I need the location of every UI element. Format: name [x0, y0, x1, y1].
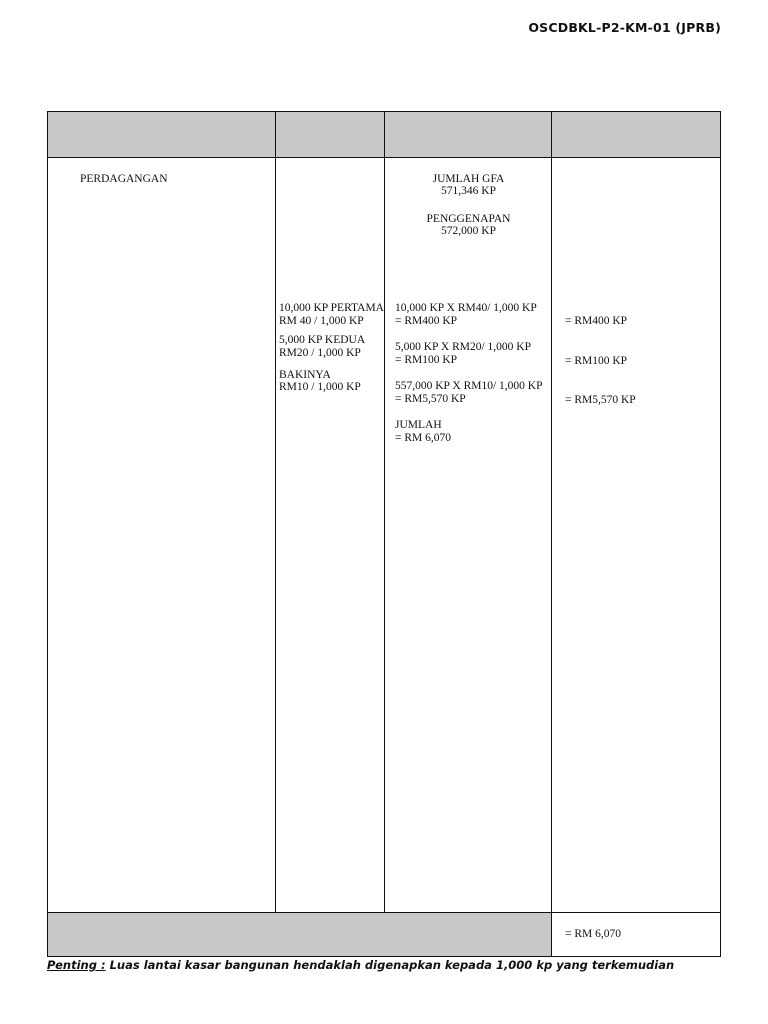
- tier1-rate: RM 40 / 1,000 KP: [279, 315, 364, 327]
- header-cell-4: [552, 112, 720, 158]
- rounding-label: PENGGENAPAN: [426, 213, 511, 225]
- tier3-rate: RM10 / 1,000 KP: [279, 381, 361, 393]
- gfa-value: 571,346 KP: [441, 185, 496, 197]
- document-code: OSCDBKL-P2-KM-01 (JPRB): [528, 20, 721, 35]
- result1: = RM400 KP: [565, 315, 628, 327]
- tier2-label: 5,000 KP KEDUA: [279, 334, 366, 346]
- column-divider: [275, 112, 276, 912]
- footer-total-cell: [552, 912, 720, 956]
- calc3-result: = RM5,570 KP: [395, 393, 466, 405]
- header-cell-2: [276, 112, 385, 158]
- total-value: = RM 6,070: [395, 432, 452, 444]
- note-label: Penting :: [47, 958, 106, 972]
- footer-label-cell: [48, 912, 552, 956]
- category-text: PERDAGANGAN: [80, 173, 168, 185]
- tier2-rate: RM20 / 1,000 KP: [279, 347, 361, 359]
- calc1-formula: 10,000 KP X RM40/ 1,000 KP: [395, 302, 537, 314]
- header-cell-1: [48, 112, 276, 158]
- fee-calculation-table: [47, 111, 721, 957]
- rounding-value: 572,000 KP: [441, 225, 496, 237]
- result2: = RM100 KP: [565, 355, 628, 367]
- gfa-label: JUMLAH GFA: [432, 173, 505, 185]
- calc2-formula: 5,000 KP X RM20/ 1,000 KP: [395, 341, 531, 353]
- important-note: [47, 958, 674, 972]
- calc1-result: = RM400 KP: [395, 315, 458, 327]
- total-label: JUMLAH: [395, 419, 442, 431]
- header-cell-3: [385, 112, 552, 158]
- calc3-formula: 557,000 KP X RM10/ 1,000 KP: [395, 380, 543, 392]
- calc2-result: = RM100 KP: [395, 354, 458, 366]
- tier3-label: BAKINYA: [279, 369, 331, 381]
- tier1-label: 10,000 KP PERTAMA: [279, 302, 384, 314]
- result3: = RM5,570 KP: [565, 394, 636, 406]
- footer-total: = RM 6,070: [565, 928, 622, 940]
- note-text: Luas lantai kasar bangunan hendaklah digenapkan kepada 1,000 kp yang terkemudian: [105, 958, 675, 972]
